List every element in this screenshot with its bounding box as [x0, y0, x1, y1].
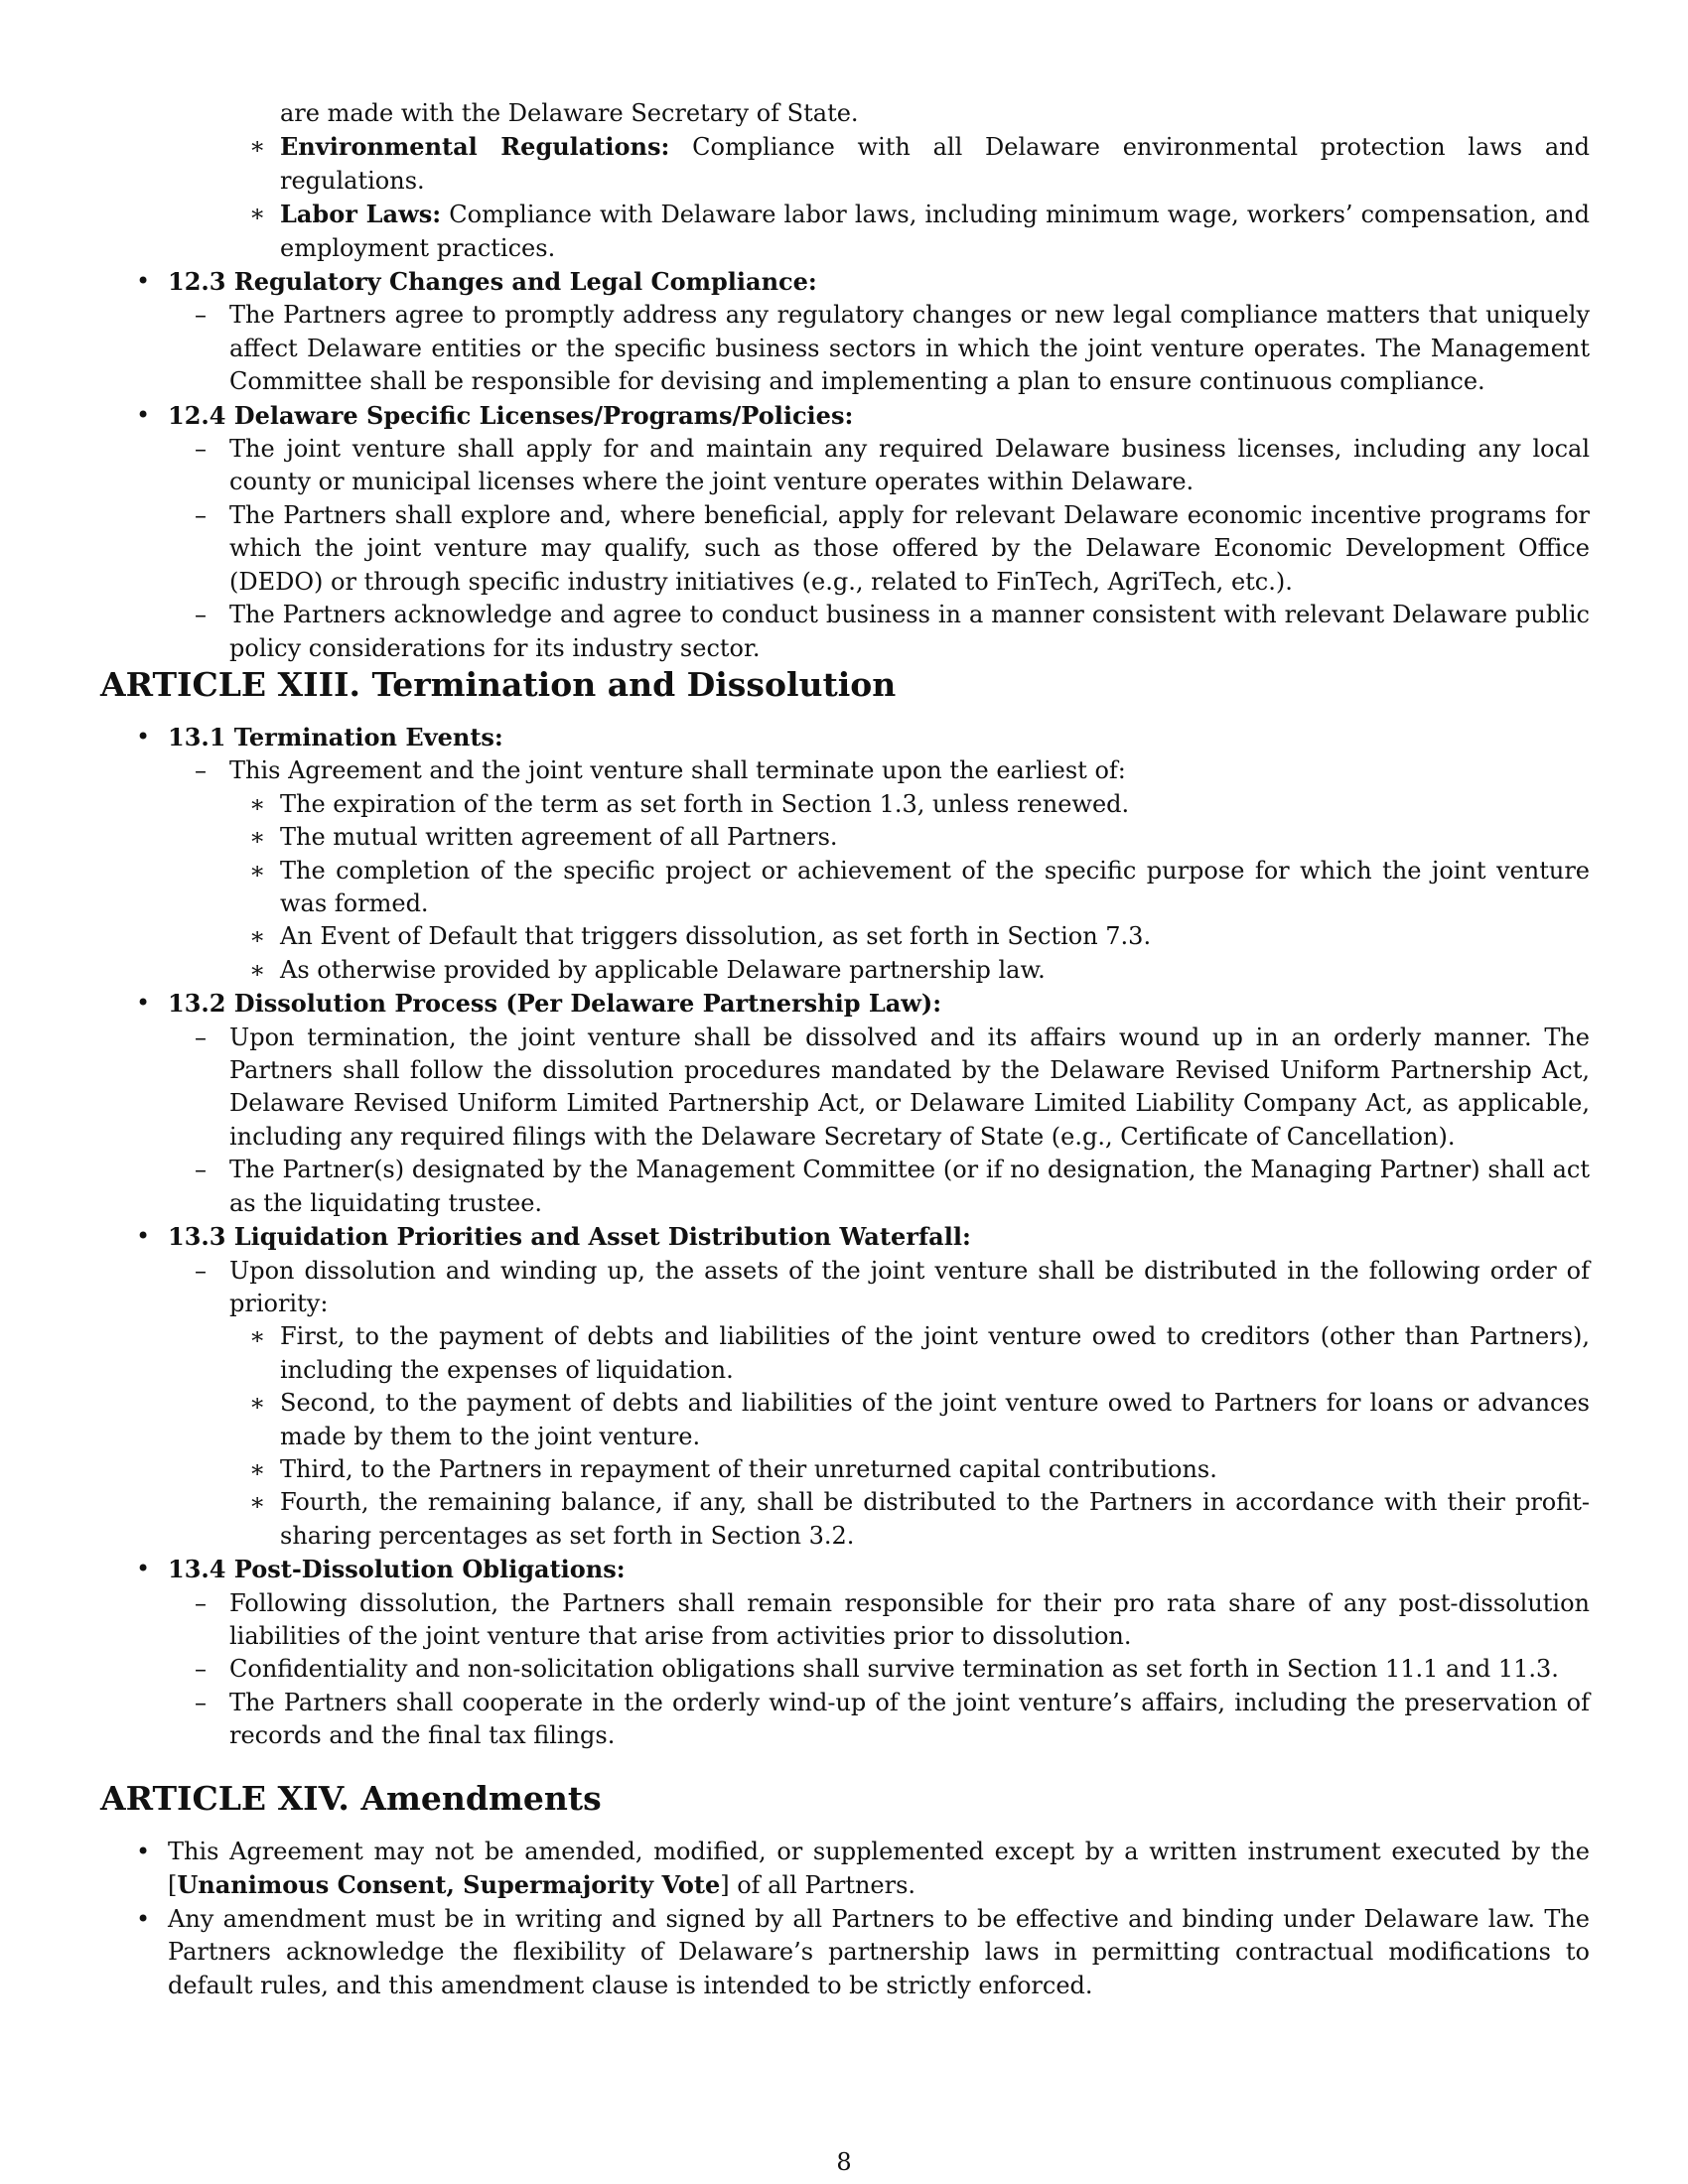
list-item: ∗ The expiration of the term as set forth in Section 1.3, unless renewed.: [249, 789, 1130, 818]
list-item: ∗ First, to the payment of debts and liabilities of the joint venture owed to creditors (other than Partners), including the expenses of liquidation.: [249, 1322, 1590, 1384]
article-13-title: ARTICLE XIII. Termination and Dissolution: [100, 665, 897, 704]
continued-text: are made with the Delaware Secretary of State.: [280, 99, 859, 127]
list-item: – This Agreement and the joint venture shall terminate upon the earliest of:: [195, 756, 1126, 785]
section-heading: • 12.3 Regulatory Changes and Legal Compliance:: [136, 267, 817, 297]
list-item: ∗ As otherwise provided by applicable Delaware partnership law.: [249, 955, 1046, 984]
list-item: ∗ Fourth, the remaining balance, if any, shall be distributed to the Partners in accordance with their profit-sharing percentages as set forth in Section 3.2.: [249, 1488, 1590, 1550]
list-item: – Confidentiality and non-solicitation obligations shall survive termination as set forth in Section 11.1 and 11.3.: [195, 1655, 1559, 1684]
list-item: • Any amendment must be in writing and signed by all Partners to be effective and binding under Delaware law. The Partners acknowledge the flexibility of Delaware’s partnership laws in permitting contractual modifications to default rules, and this amendment clause is intended to be strictly enforced.: [136, 1904, 1590, 1999]
list-item: – The Partners acknowledge and agree to conduct business in a manner consistent with relevant Delaware public policy considerations for its industry sector.: [195, 601, 1590, 662]
list-item: ∗ Labor Laws: Compliance with Delaware labor laws, including minimum wage, workers’ compensation, and employment practices.: [249, 200, 1590, 262]
list-item: – Upon termination, the joint venture shall be dissolved and its affairs wound up in an orderly manner. The Partners shall follow the dissolution procedures mandated by the Delaware Revised Uniform Partnership Act, Delaware Revised Uniform Limited Partnership Act, or Delaware Limited Liability Company Act, as applicable, including any required filings with the Delaware Secretary of State (e.g., Certificate of Cancellation).: [195, 1023, 1590, 1151]
list-item: – Following dissolution, the Partners shall remain responsible for their pro rata share of any post-dissolution liabilities of the joint venture that arise from activities prior to dissolution.: [195, 1588, 1590, 1650]
list-item: • This Agreement may not be amended, modified, or supplemented except by a written instrument executed by the [Unanimous Consent, Supermajority Vote] of all Partners.: [136, 1838, 1590, 1900]
list-item: – The Partner(s) designated by the Management Committee (or if no designation, the Managing Partner) shall act as the liquidating trustee.: [195, 1156, 1590, 1217]
section-heading: • 13.2 Dissolution Process (Per Delaware Partnership Law):: [136, 989, 942, 1019]
article-14-body: [100, 1836, 1590, 2002]
article-13-body: [100, 721, 1590, 1753]
list-item: ∗ An Event of Default that triggers dissolution, as set forth in Section 7.3.: [249, 922, 1152, 951]
section-heading: • 13.3 Liquidation Priorities and Asset Distribution Waterfall:: [136, 1222, 971, 1252]
list-item: ∗ Third, to the Partners in repayment of their unreturned capital contributions.: [249, 1454, 1217, 1483]
section-heading: • 13.4 Post-Dissolution Obligations:: [136, 1555, 626, 1584]
list-item: – The Partners shall explore and, where beneficial, apply for relevant Delaware economic incentive programs for which the joint venture may qualify, such as those offered by the Delaware Economic Development Office (DEDO) or through specific industry initiatives (e.g., related to FinTech, AgriTech, etc.).: [195, 500, 1590, 596]
list-item: ∗ Environmental Regulations: Compliance with all Delaware environmental protection laws and regulations.: [249, 132, 1590, 195]
list-item: – The Partners agree to promptly address any regulatory changes or new legal compliance matters that uniquely affect Delaware entities or the specific business sectors in which the joint venture operates. The Management Committee shall be responsible for devising and implementing a plan to ensure continuous compliance.: [195, 301, 1590, 396]
list-item: ∗ The completion of the specific project or achievement of the specific purpose for which the joint venture was formed.: [249, 856, 1590, 918]
page-number: 8: [836, 2148, 852, 2176]
list-item: ∗ The mutual written agreement of all Partners.: [249, 823, 838, 852]
section-heading: • 12.4 Delaware Specific Licenses/Programs/Policies:: [136, 400, 854, 430]
article-14-title: ARTICLE XIV. Amendments: [100, 1779, 602, 1818]
section-12-continued: [100, 97, 1590, 665]
list-item: – Upon dissolution and winding up, the assets of the joint venture shall be distributed in the following order of priority:: [195, 1256, 1590, 1317]
list-item: – The Partners shall cooperate in the orderly wind-up of the joint venture’s affairs, including the preservation of records and the final tax filings.: [195, 1688, 1590, 1750]
section-heading: • 13.1 Termination Events:: [136, 723, 503, 751]
list-item: – The joint venture shall apply for and maintain any required Delaware business licenses, including any local county or municipal licenses where the joint venture operates within Delaware.: [195, 435, 1590, 496]
list-item: ∗ Second, to the payment of debts and liabilities of the joint venture owed to Partners for loans or advances made by them to the joint venture.: [249, 1389, 1590, 1450]
